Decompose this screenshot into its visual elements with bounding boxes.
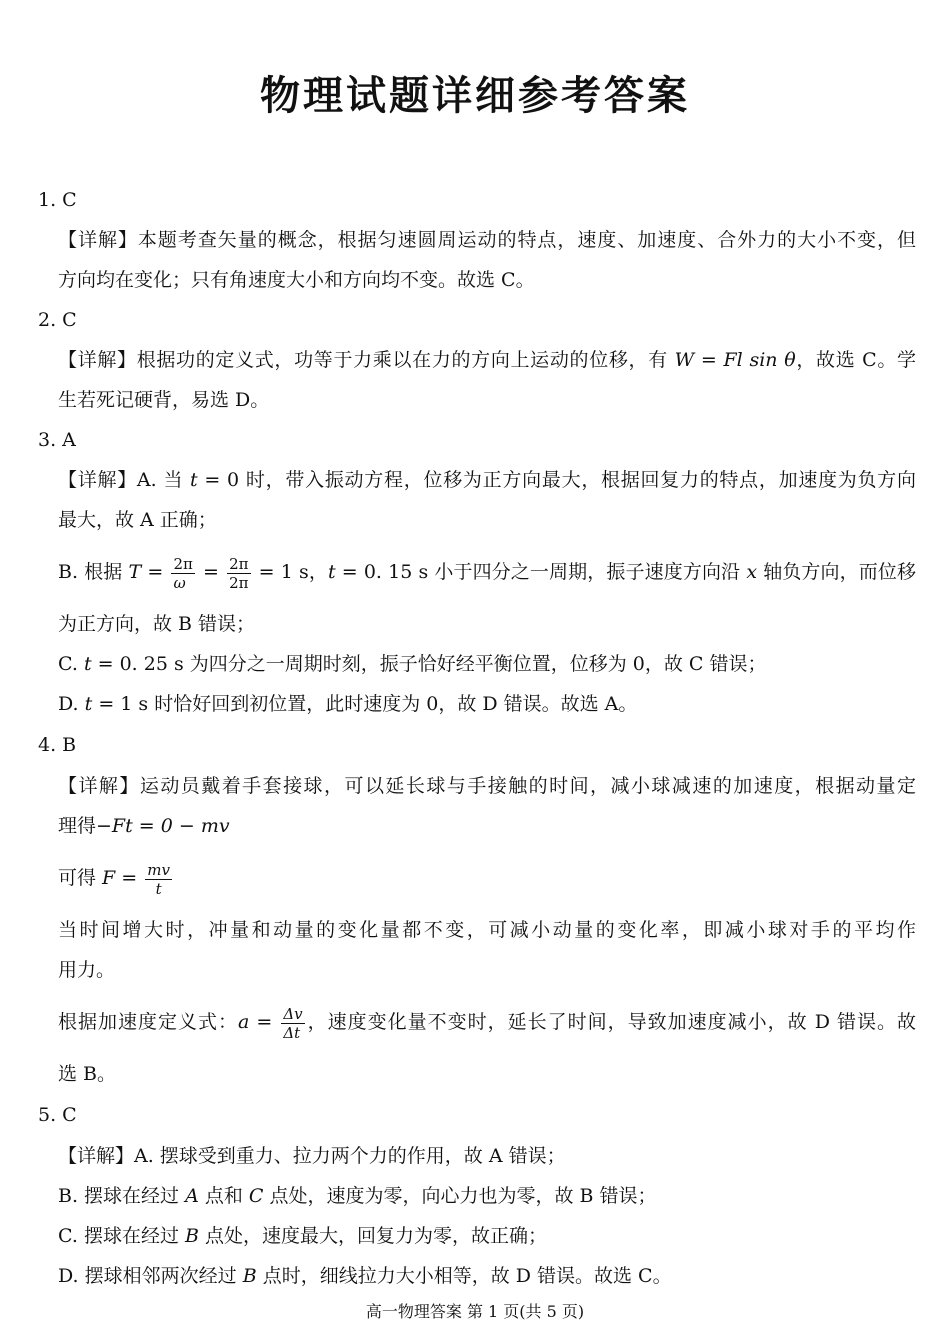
fraction-2pi-over-2pi: $\frac{2\pi}{2\pi}$ [229, 554, 249, 592]
q3-option-a-line-1: 【详解】A. 当 t = 0 时，带入振动方程，位移为正方向最大，根据回复力的特点，加速度为负方向 [58, 469, 916, 491]
question-4-answer: 4. B [38, 734, 77, 756]
question-2-answer: 2. C [38, 309, 77, 331]
q5-option-a: 【详解】A. 摆球受到重力、拉力两个力的作用，故 A 错误； [58, 1145, 566, 1167]
question-3-answer: 3. A [38, 429, 76, 451]
question-5-answer: 5. C [38, 1104, 77, 1126]
q2-explanation-line-1: 【详解】根据功的定义式，功等于力乘以在力的方向上运动的位移，有 W = Fl sin θ，故选 C。学 [58, 349, 916, 371]
q5-option-d: D. 摆球相邻两次经过 B 点时，细线拉力大小相等，故 D 错误。故选 C。 [58, 1265, 672, 1287]
page-title: 物理试题详细参考答案 [260, 73, 690, 119]
fraction-mv-over-t: $\frac{mv}{t}$ [147, 860, 170, 898]
q4-acceleration-definition: 根据加速度定义式：a = $\frac{\Delta v}{\Delta t}$ ，速度变化量不变时，延长了时间，导致加速度减小，故 D 错误。故 [58, 1004, 916, 1042]
work-formula: W = Fl sin θ [674, 349, 796, 371]
fraction-dv-over-dt: $\frac{\Delta v}{\Delta t}$ [283, 1004, 303, 1042]
q4-explanation-line-5: 用力。 [58, 959, 116, 981]
q4-momentum-theorem: 理得−Ft = 0 − mv [58, 815, 230, 837]
q4-force-formula: 可得 F = $\frac{mv}{t}$ [58, 860, 170, 898]
fraction-2pi-over-omega: $\frac{2\pi}{\omega}$ [173, 554, 193, 592]
q3-option-b-line-2: 为正方向，故 B 错误； [58, 613, 256, 635]
q4-explanation-line-1: 【详解】运动员戴着手套接球，可以延长球与手接触的时间，减小球减速的加速度，根据动量定 [58, 775, 916, 797]
q2-explanation-line-2: 生若死记硬背，易选 D。 [58, 389, 270, 411]
q3-option-d: D. t = 1 s 时恰好回到初位置，此时速度为 0，故 D 错误。故选 A。 [58, 693, 638, 715]
q4-explanation-line-7: 选 B。 [58, 1063, 117, 1085]
q3-option-b-line-1: B. 根据 T = $\frac{2\pi}{\omega}$ = $\frac{2\pi}{2\pi}$ = 1 s，t = 0. 15 s 小于四分之一周期，振子速度方向沿 x 轴负方向，而位移 [58, 554, 916, 592]
q3-option-a-line-2: 最大，故 A 正确； [58, 509, 217, 531]
q3-option-c: C. t = 0. 25 s 为四分之一周期时刻，振子恰好经平衡位置，位移为 0，故 C 错误； [58, 653, 767, 675]
q1-explanation-line-2: 方向均在变化；只有角速度大小和方向均不变。故选 C。 [58, 269, 535, 291]
q5-option-b: B. 摆球在经过 A 点和 C 点处，速度为零，向心力也为零，故 B 错误； [58, 1185, 657, 1207]
question-1-answer: 1. C [38, 189, 77, 211]
q4-explanation-line-4: 当时间增大时，冲量和动量的变化量都不变，可减小动量的变化率，即减小球对手的平均作 [58, 919, 916, 941]
q1-explanation-line-1: 【详解】本题考查矢量的概念，根据匀速圆周运动的特点，速度、加速度、合外力的大小不变，但 [58, 229, 916, 251]
q5-option-c: C. 摆球在经过 B 点处，速度最大，回复力为零，故正确； [58, 1225, 547, 1247]
page-footer: 高一物理答案 第 1 页(共 5 页) [365, 1302, 585, 1321]
